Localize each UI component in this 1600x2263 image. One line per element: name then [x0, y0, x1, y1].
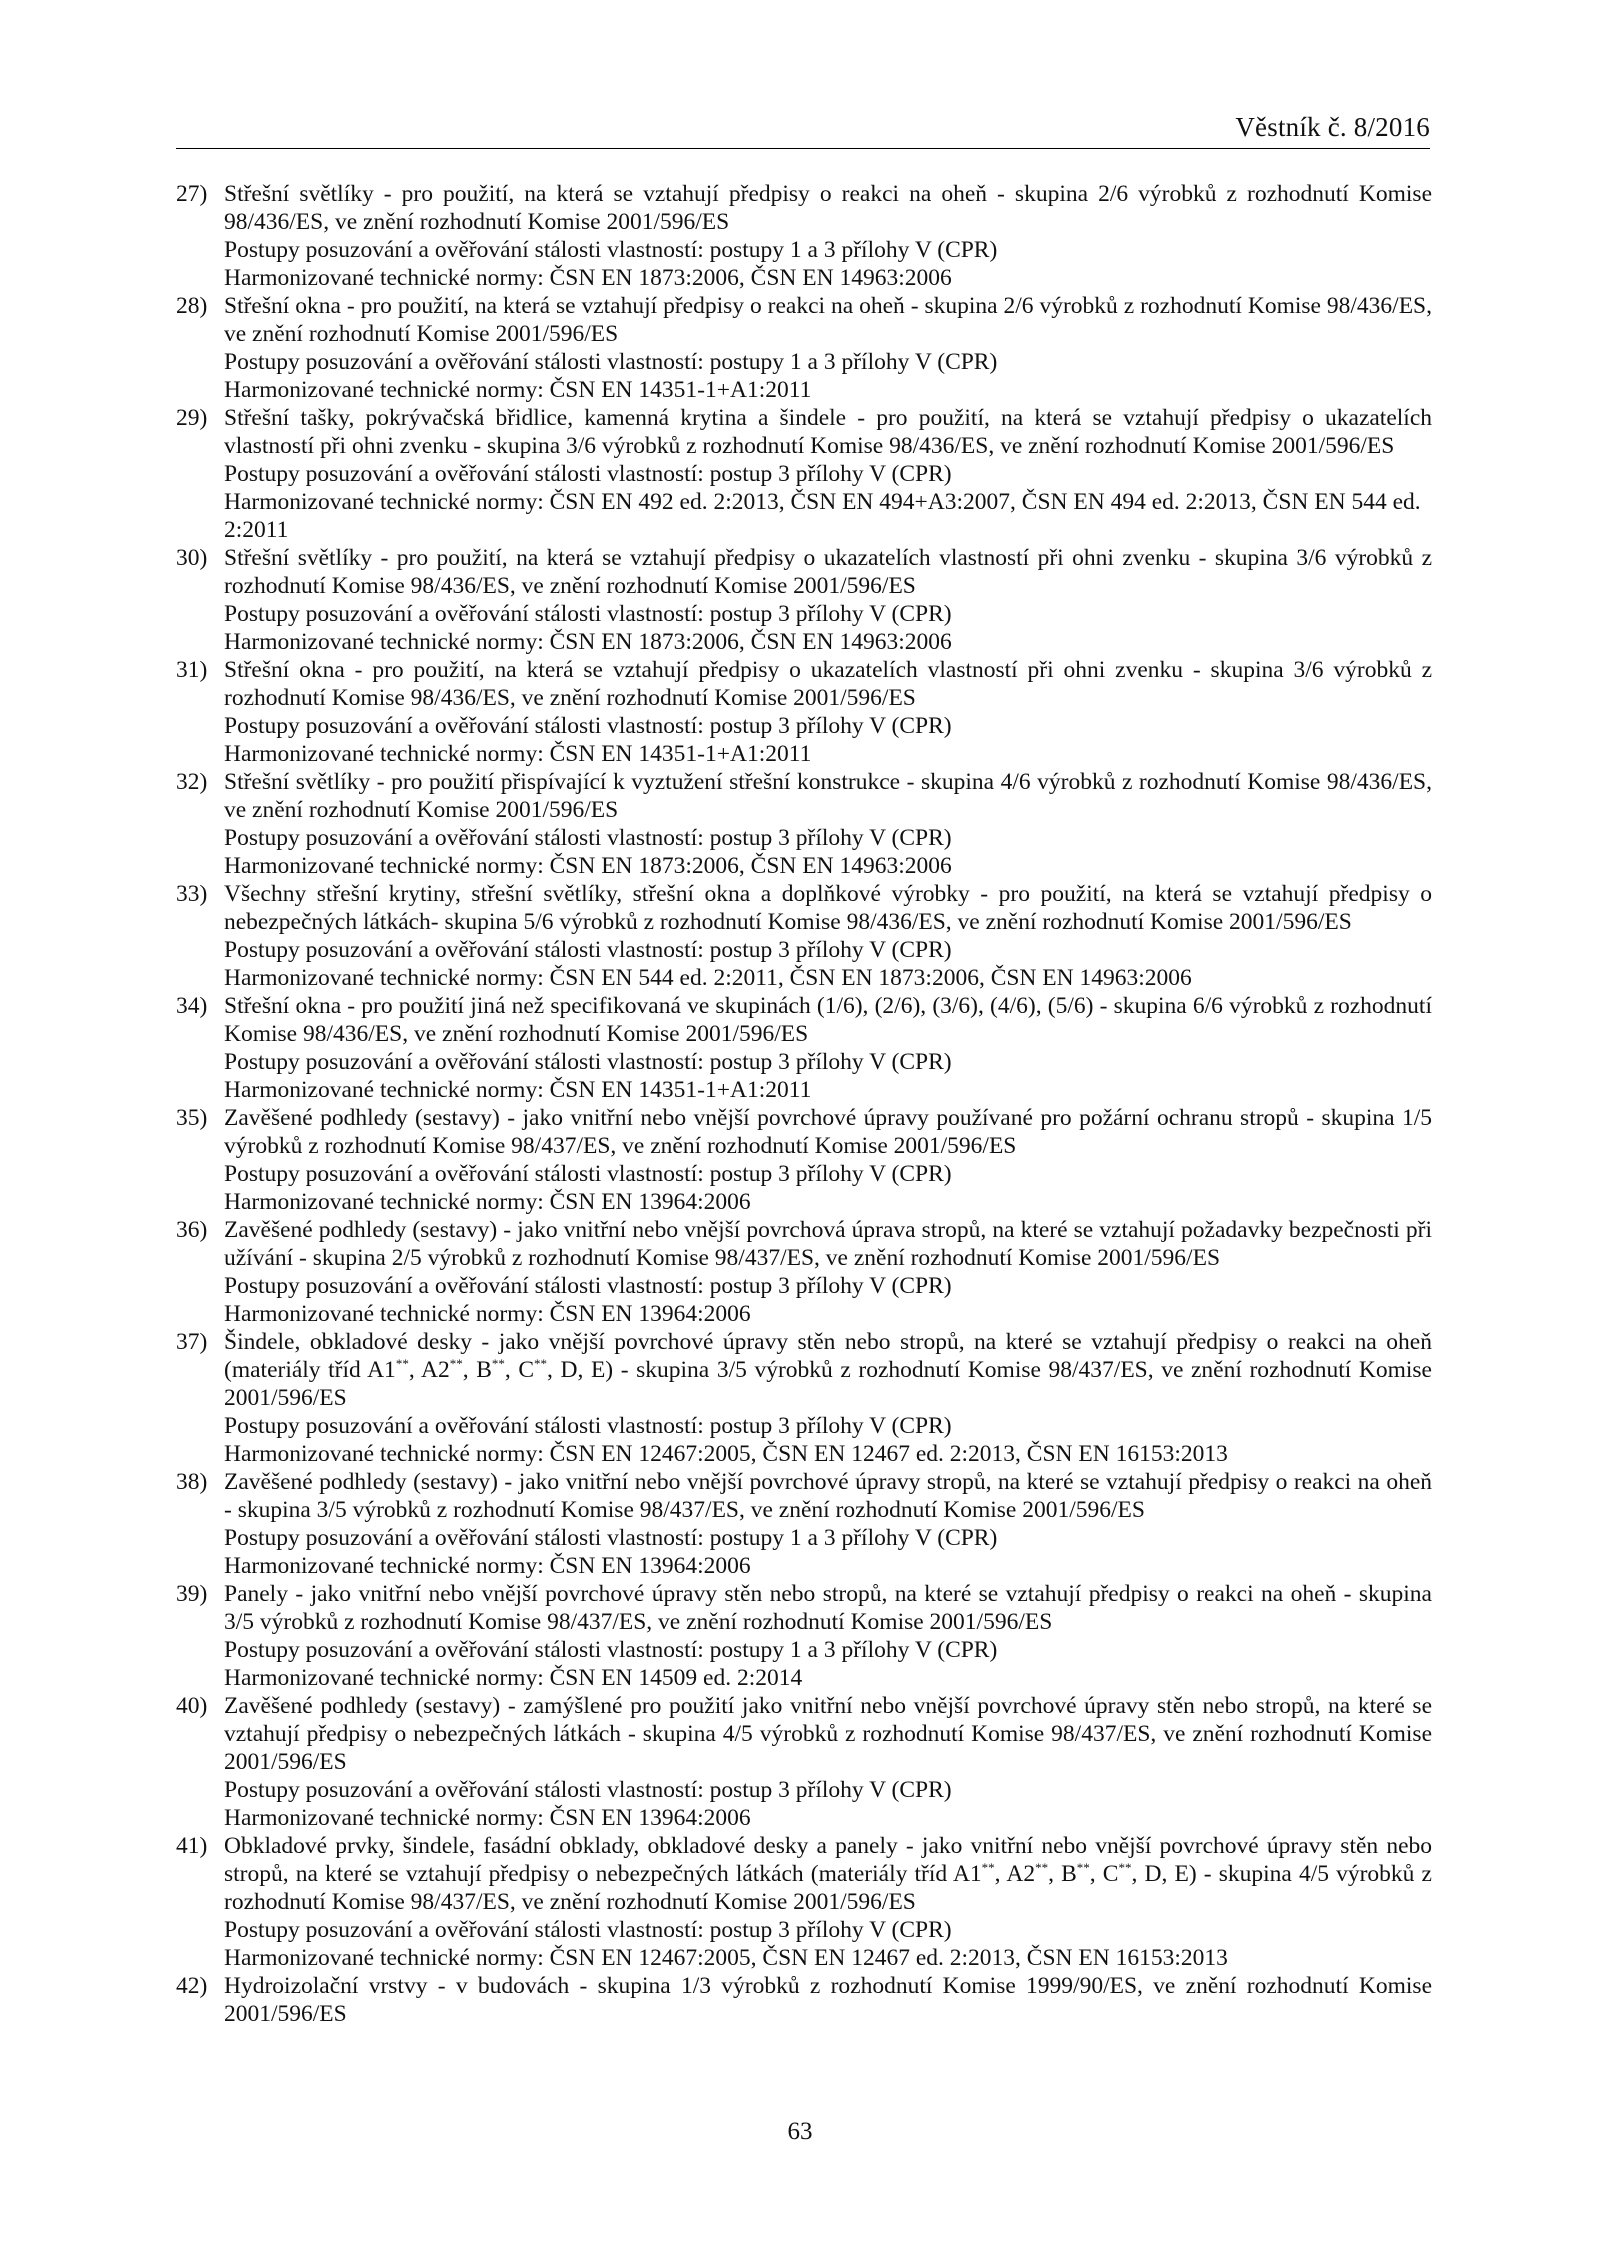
item-body	[224, 1468, 1432, 1580]
item-description: Zavěšené podhledy (sestavy) - zamýšlené pro použití jako vnitřní nebo vnější povrchové úpravy stěn nebo stropů, na které se vztahují předpisy o nebezpečných látkách - skupina 4/5 výrobků z rozhodnutí Komise 98/437/ES, ve znění rozhodnutí Komise 2001/596/ES	[224, 1693, 1432, 1775]
item-procedures: Postupy posuzování a ověřování stálosti vlastností: postup 3 přílohy V (CPR)	[224, 1049, 952, 1075]
item-procedures: Postupy posuzování a ověřování stálosti vlastností: postupy 1 a 3 přílohy V (CPR)	[224, 1637, 998, 1663]
list-item	[176, 656, 1432, 768]
item-body	[224, 1832, 1432, 1972]
item-number: 33)	[176, 881, 208, 907]
item-body	[224, 1692, 1432, 1832]
item-norms: Harmonizované technické normy: ČSN EN 14351-1+A1:2011	[224, 1077, 812, 1103]
item-number: 35)	[176, 1105, 208, 1131]
list-item	[176, 768, 1432, 880]
item-body	[224, 1328, 1432, 1468]
item-procedures: Postupy posuzování a ověřování stálosti vlastností: postup 3 přílohy V (CPR)	[224, 1917, 952, 1943]
page-header	[176, 112, 1430, 149]
list-item	[176, 292, 1432, 404]
item-description: Zavěšené podhledy (sestavy) - jako vnitřní nebo vnější povrchová úprava stropů, na které se vztahují požadavky bezpečnosti při užívání - skupina 2/5 výrobků z rozhodnutí Komise 98/437/ES, ve znění rozhodnutí Komise 2001/596/ES	[224, 1217, 1432, 1271]
item-description: Střešní okna - pro použití, na která se vztahují předpisy o reakci na oheň - skupina 2/6 výrobků z rozhodnutí Komise 98/436/ES, ve znění rozhodnutí Komise 2001/596/ES	[224, 293, 1432, 347]
item-description: Obkladové prvky, šindele, fasádní obklady, obkladové desky a panely - jako vnitřní nebo vnější povrchové úpravy stěn nebo stropů, na které se vztahují předpisy o nebezpečných látkách (materiály tříd A1**, A2**, B**, C**, D, E) - skupina 4/5 výrobků z rozhodnutí Komise 98/437/ES, ve znění rozhodnutí Komise 2001/596/ES	[224, 1833, 1432, 1915]
item-number: 31)	[176, 657, 208, 683]
item-body	[224, 656, 1432, 768]
list-item	[176, 544, 1432, 656]
item-number: 37)	[176, 1329, 208, 1355]
item-norms: Harmonizované technické normy: ČSN EN 544 ed. 2:2011, ČSN EN 1873:2006, ČSN EN 14963:2006	[224, 965, 1192, 991]
item-description: Hydroizolační vrstvy - v budovách - skupina 1/3 výrobků z rozhodnutí Komise 1999/90/ES, ve znění rozhodnutí Komise 2001/596/ES	[224, 1973, 1432, 2027]
list-item	[176, 180, 1432, 292]
item-body	[224, 992, 1432, 1104]
item-procedures: Postupy posuzování a ověřování stálosti vlastností: postup 3 přílohy V (CPR)	[224, 825, 952, 851]
list-item	[176, 1832, 1432, 1972]
list-item	[176, 1216, 1432, 1328]
item-number: 41)	[176, 1833, 208, 1859]
item-body	[224, 1104, 1432, 1216]
item-description: Střešní světlíky - pro použití, na která se vztahují předpisy o reakci na oheň - skupina 2/6 výrobků z rozhodnutí Komise 98/436/ES, ve znění rozhodnutí Komise 2001/596/ES	[224, 181, 1432, 235]
list-item	[176, 1328, 1432, 1468]
item-number: 30)	[176, 545, 208, 571]
item-procedures: Postupy posuzování a ověřování stálosti vlastností: postupy 1 a 3 přílohy V (CPR)	[224, 1525, 998, 1551]
item-norms: Harmonizované technické normy: ČSN EN 13964:2006	[224, 1189, 751, 1215]
item-description: Střešní světlíky - pro použití, na která se vztahují předpisy o ukazatelích vlastností při ohni zvenku - skupina 3/6 výrobků z rozhodnutí Komise 98/436/ES, ve znění rozhodnutí Komise 2001/596/ES	[224, 545, 1432, 599]
item-body	[224, 292, 1432, 404]
item-description: Šindele, obkladové desky - jako vnější povrchové úpravy stěn nebo stropů, na které se vztahují předpisy o reakci na oheň (materiály tříd A1**, A2**, B**, C**, D, E) - skupina 3/5 výrobků z rozhodnutí Komise 98/437/ES, ve znění rozhodnutí Komise 2001/596/ES	[224, 1329, 1432, 1411]
list-item	[176, 404, 1432, 544]
list-item	[176, 1692, 1432, 1832]
page-number: 63	[787, 2118, 813, 2145]
item-description: Střešní okna - pro použití jiná než specifikovaná ve skupinách (1/6), (2/6), (3/6), (4/6), (5/6) - skupina 6/6 výrobků z rozhodnutí Komise 98/436/ES, ve znění rozhodnutí Komise 2001/596/ES	[224, 993, 1432, 1047]
list-item	[176, 1580, 1432, 1692]
item-norms: Harmonizované technické normy: ČSN EN 492 ed. 2:2013, ČSN EN 494+A3:2007, ČSN EN 494 ed. 2:2013, ČSN EN 544 ed. 2:2011	[224, 489, 1421, 543]
item-body	[224, 1580, 1432, 1692]
item-norms: Harmonizované technické normy: ČSN EN 12467:2005, ČSN EN 12467 ed. 2:2013, ČSN EN 16153:2013	[224, 1945, 1228, 1971]
item-number: 29)	[176, 405, 208, 431]
item-procedures: Postupy posuzování a ověřování stálosti vlastností: postup 3 přílohy V (CPR)	[224, 461, 952, 487]
item-norms: Harmonizované technické normy: ČSN EN 14351-1+A1:2011	[224, 741, 812, 767]
item-description: Panely - jako vnitřní nebo vnější povrchové úpravy stěn nebo stropů, na které se vztahují předpisy o reakci na oheň - skupina 3/5 výrobků z rozhodnutí Komise 98/437/ES, ve znění rozhodnutí Komise 2001/596/ES	[224, 1581, 1432, 1635]
list-item	[176, 880, 1432, 992]
item-number: 40)	[176, 1693, 208, 1719]
item-number: 36)	[176, 1217, 208, 1243]
list-item	[176, 992, 1432, 1104]
item-body	[224, 768, 1432, 880]
item-body	[224, 1216, 1432, 1328]
item-description: Střešní tašky, pokrývačská břidlice, kamenná krytina a šindele - pro použití, na která se vztahují předpisy o ukazatelích vlastností při ohni zvenku - skupina 3/6 výrobků z rozhodnutí Komise 98/436/ES, ve znění rozhodnutí Komise 2001/596/ES	[224, 405, 1432, 459]
item-description: Střešní okna - pro použití, na která se vztahují předpisy o ukazatelích vlastností při ohni zvenku - skupina 3/6 výrobků z rozhodnutí Komise 98/436/ES, ve znění rozhodnutí Komise 2001/596/ES	[224, 657, 1432, 711]
item-number: 32)	[176, 769, 208, 795]
item-body	[224, 544, 1432, 656]
list-item	[176, 1104, 1432, 1216]
item-description: Zavěšené podhledy (sestavy) - jako vnitřní nebo vnější povrchové úpravy stropů, na které se vztahují předpisy o reakci na oheň - skupina 3/5 výrobků z rozhodnutí Komise 98/437/ES, ve znění rozhodnutí Komise 2001/596/ES	[224, 1469, 1432, 1523]
item-body	[224, 880, 1432, 992]
item-procedures: Postupy posuzování a ověřování stálosti vlastností: postupy 1 a 3 přílohy V (CPR)	[224, 237, 998, 263]
item-number: 39)	[176, 1581, 208, 1607]
item-norms: Harmonizované technické normy: ČSN EN 13964:2006	[224, 1553, 751, 1579]
item-list	[176, 180, 1432, 2028]
item-description: Střešní světlíky - pro použití přispívající k vyztužení střešní konstrukce - skupina 4/6 výrobků z rozhodnutí Komise 98/436/ES, ve znění rozhodnutí Komise 2001/596/ES	[224, 769, 1432, 823]
item-procedures: Postupy posuzování a ověřování stálosti vlastností: postup 3 přílohy V (CPR)	[224, 1161, 952, 1187]
item-procedures: Postupy posuzování a ověřování stálosti vlastností: postupy 1 a 3 přílohy V (CPR)	[224, 349, 998, 375]
item-description: Zavěšené podhledy (sestavy) - jako vnitřní nebo vnější povrchové úpravy používané pro požární ochranu stropů - skupina 1/5 výrobků z rozhodnutí Komise 98/437/ES, ve znění rozhodnutí Komise 2001/596/ES	[224, 1105, 1432, 1159]
item-procedures: Postupy posuzování a ověřování stálosti vlastností: postup 3 přílohy V (CPR)	[224, 1777, 952, 1803]
item-norms: Harmonizované technické normy: ČSN EN 1873:2006, ČSN EN 14963:2006	[224, 629, 952, 655]
item-procedures: Postupy posuzování a ověřování stálosti vlastností: postup 3 přílohy V (CPR)	[224, 937, 952, 963]
item-norms: Harmonizované technické normy: ČSN EN 14351-1+A1:2011	[224, 377, 812, 403]
item-norms: Harmonizované technické normy: ČSN EN 12467:2005, ČSN EN 12467 ed. 2:2013, ČSN EN 16153:2013	[224, 1441, 1228, 1467]
item-number: 42)	[176, 1973, 208, 1999]
journal-title: Věstník č. 8/2016	[1235, 112, 1430, 142]
list-item	[176, 1972, 1432, 2028]
item-norms: Harmonizované technické normy: ČSN EN 14509 ed. 2:2014	[224, 1665, 803, 1691]
item-body	[224, 180, 1432, 292]
item-procedures: Postupy posuzování a ověřování stálosti vlastností: postup 3 přílohy V (CPR)	[224, 601, 952, 627]
item-norms: Harmonizované technické normy: ČSN EN 1873:2006, ČSN EN 14963:2006	[224, 853, 952, 879]
item-body	[224, 1972, 1432, 2028]
item-procedures: Postupy posuzování a ověřování stálosti vlastností: postup 3 přílohy V (CPR)	[224, 713, 952, 739]
item-number: 38)	[176, 1469, 208, 1495]
item-norms: Harmonizované technické normy: ČSN EN 13964:2006	[224, 1805, 751, 1831]
item-number: 28)	[176, 293, 208, 319]
item-number: 34)	[176, 993, 208, 1019]
item-norms: Harmonizované technické normy: ČSN EN 1873:2006, ČSN EN 14963:2006	[224, 265, 952, 291]
item-norms: Harmonizované technické normy: ČSN EN 13964:2006	[224, 1301, 751, 1327]
item-procedures: Postupy posuzování a ověřování stálosti vlastností: postup 3 přílohy V (CPR)	[224, 1273, 952, 1299]
item-number: 27)	[176, 181, 208, 207]
item-procedures: Postupy posuzování a ověřování stálosti vlastností: postup 3 přílohy V (CPR)	[224, 1413, 952, 1439]
item-body	[224, 404, 1432, 544]
item-description: Všechny střešní krytiny, střešní světlíky, střešní okna a doplňkové výrobky - pro použití, na která se vztahují předpisy o nebezpečných látkách- skupina 5/6 výrobků z rozhodnutí Komise 98/436/ES, ve znění rozhodnutí Komise 2001/596/ES	[224, 881, 1432, 935]
list-item	[176, 1468, 1432, 1580]
